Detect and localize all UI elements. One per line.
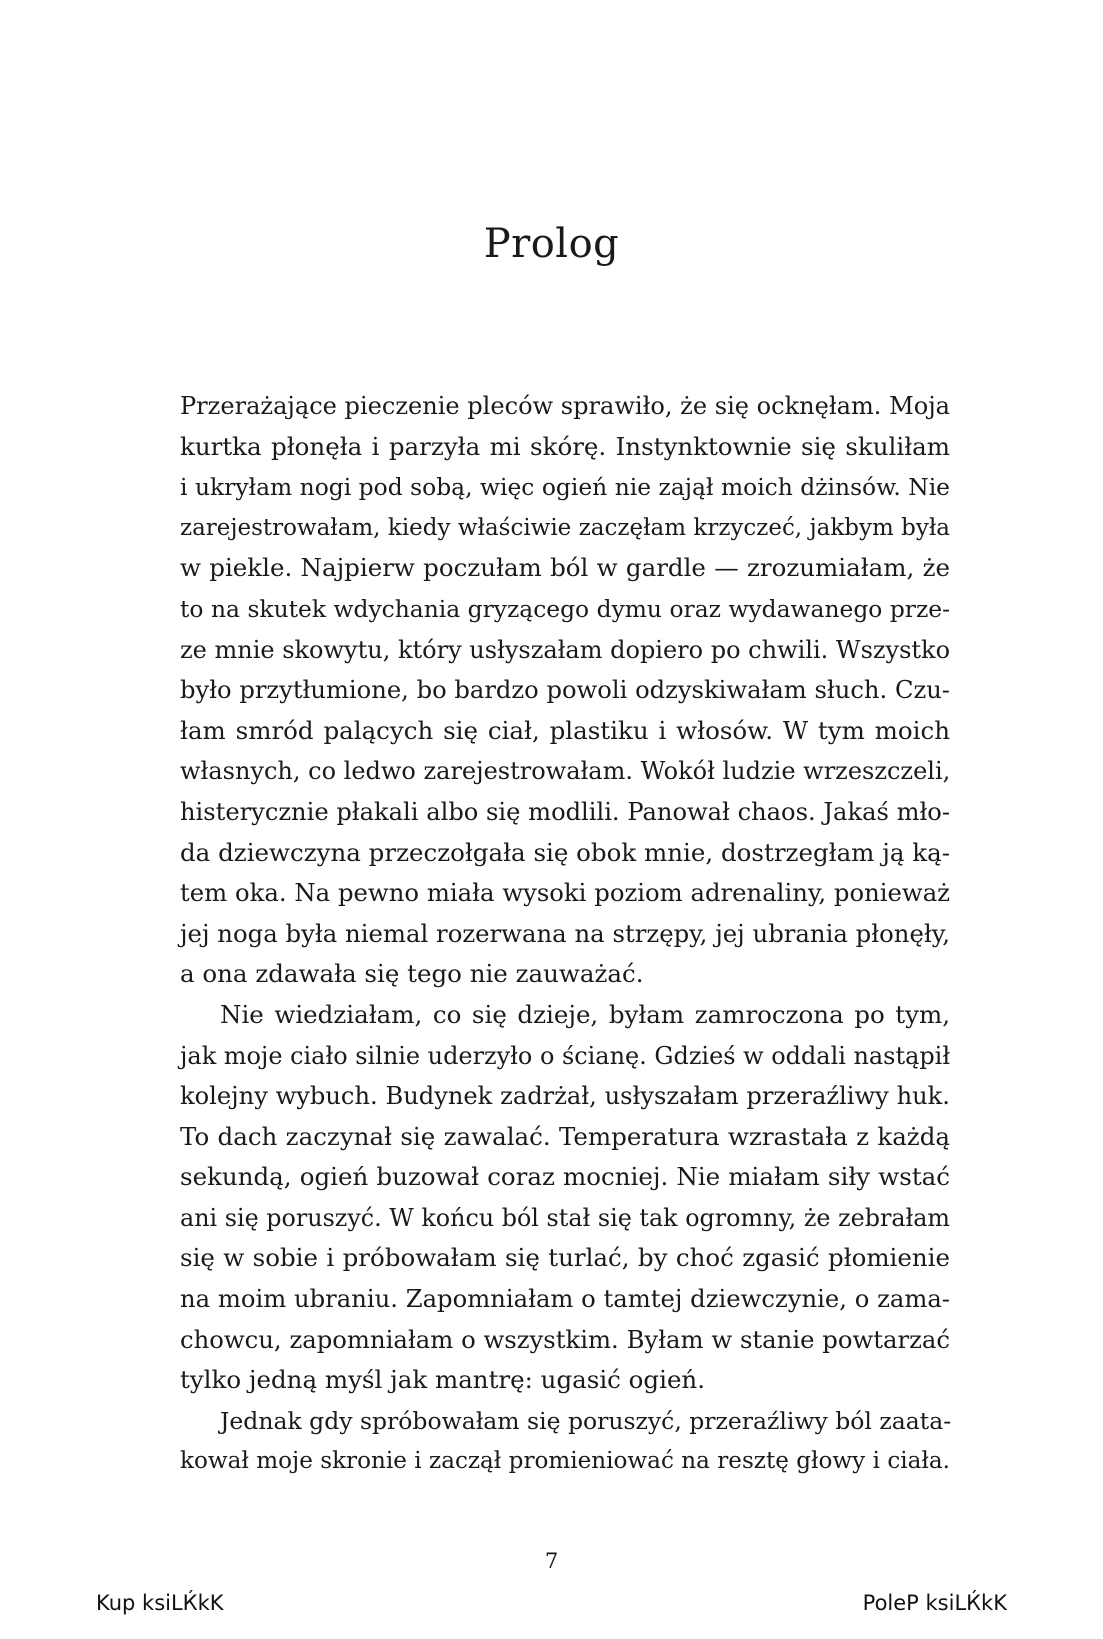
text-line: własnych, co ledwo zarejestrowałam. Wokół ludzie wrzeszczeli, [180, 757, 951, 786]
text-line: sekundą, ogień buzował coraz mocniej. Nie miałam siły wstać [180, 1162, 950, 1192]
page-number: 7 [544, 1549, 559, 1573]
text-line: Jednak gdy spróbowałam się poruszyć, przeraźliwy ból zaata- [220, 1406, 952, 1435]
text-line: tylko jedną myśl jak mantrę: ugasić ogień. [180, 1365, 706, 1395]
paragraph-3 [180, 1401, 950, 1482]
text-line: to na skutek wdychania gryzącego dymu oraz wydawanego prze- [180, 594, 950, 623]
text-line: w piekle. Najpierw poczułam ból w gardle — zrozumiałam, że [180, 553, 950, 583]
text-line: ani się poruszyć. W końcu ból stał się tak ogromny, że zebrałam [180, 1203, 950, 1232]
text-line: Przerażające pieczenie pleców sprawiło, że się ocknęłam. Moja [180, 392, 950, 420]
body-text [180, 386, 950, 1482]
text-line: na moim ubraniu. Zapomniałam o tamtej dziewczynie, o zama- [180, 1284, 950, 1314]
text-line: ze mnie skowytu, który usłyszałam dopiero po chwili. Wszystko [180, 635, 951, 664]
text-line: jej noga była niemal rozerwana na strzępy, jej ubrania płonęły, [180, 918, 950, 948]
text-line: kurtka płonęła i parzyła mi skórę. Instynktownie się skuliłam [180, 431, 950, 461]
text-line: zarejestrowałam, kiedy właściwie zaczęłam krzyczeć, jakbym była [180, 514, 950, 541]
text-line: było przytłumione, bo bardzo powoli odzyskiwałam słuch. Czu- [180, 676, 950, 705]
text-line: To dach zaczynał się zawalać. Temperatura wzrastała z każdą [180, 1121, 950, 1151]
text-line: łam smród palących się ciał, plastiku i włosów. W tym moich [180, 715, 950, 745]
text-line: histerycznie płakali albo się modlili. Panował chaos. Jakaś mło- [180, 797, 950, 826]
text-line: się w sobie i próbowałam się turlać, by choć zgasić płomienie [180, 1243, 950, 1273]
text-line: da dziewczyna przeczołgała się obok mnie, dostrzegłam ją ką- [180, 837, 950, 867]
text-line: chowcu, zapomniałam o wszystkim. Byłam w stanie powtarzać [180, 1324, 950, 1354]
text-line: i ukryłam nogi pod sobą, więc ogień nie zajął moich dżinsów. Nie [180, 473, 950, 502]
paragraph-2 [180, 995, 950, 1401]
buy-book-link[interactable]: Kup ksiLЌkK [96, 1591, 224, 1615]
text-line: kował moje skronie i zaczął promieniować na resztę głowy i ciała. [180, 1448, 950, 1475]
text-line: kolejny wybuch. Budynek zadrżał, usłyszałam przeraźliwy huk. [180, 1082, 950, 1111]
paragraph-1 [180, 386, 950, 995]
text-line: jak moje ciało silnie uderzyło o ścianę. Gdzieś w oddali nastąpił [180, 1041, 951, 1070]
chapter-title: Prolog [483, 221, 620, 267]
text-line: a ona zdawała się tego nie zauważać. [180, 959, 644, 989]
recommend-book-link[interactable]: PoleP ksiLЌkK [862, 1591, 1007, 1615]
text-line: tem oka. Na pewno miała wysoki poziom adrenaliny, ponieważ [180, 878, 950, 908]
text-line: Nie wiedziałam, co się dzieje, byłam zamroczona po tym, [220, 999, 950, 1029]
